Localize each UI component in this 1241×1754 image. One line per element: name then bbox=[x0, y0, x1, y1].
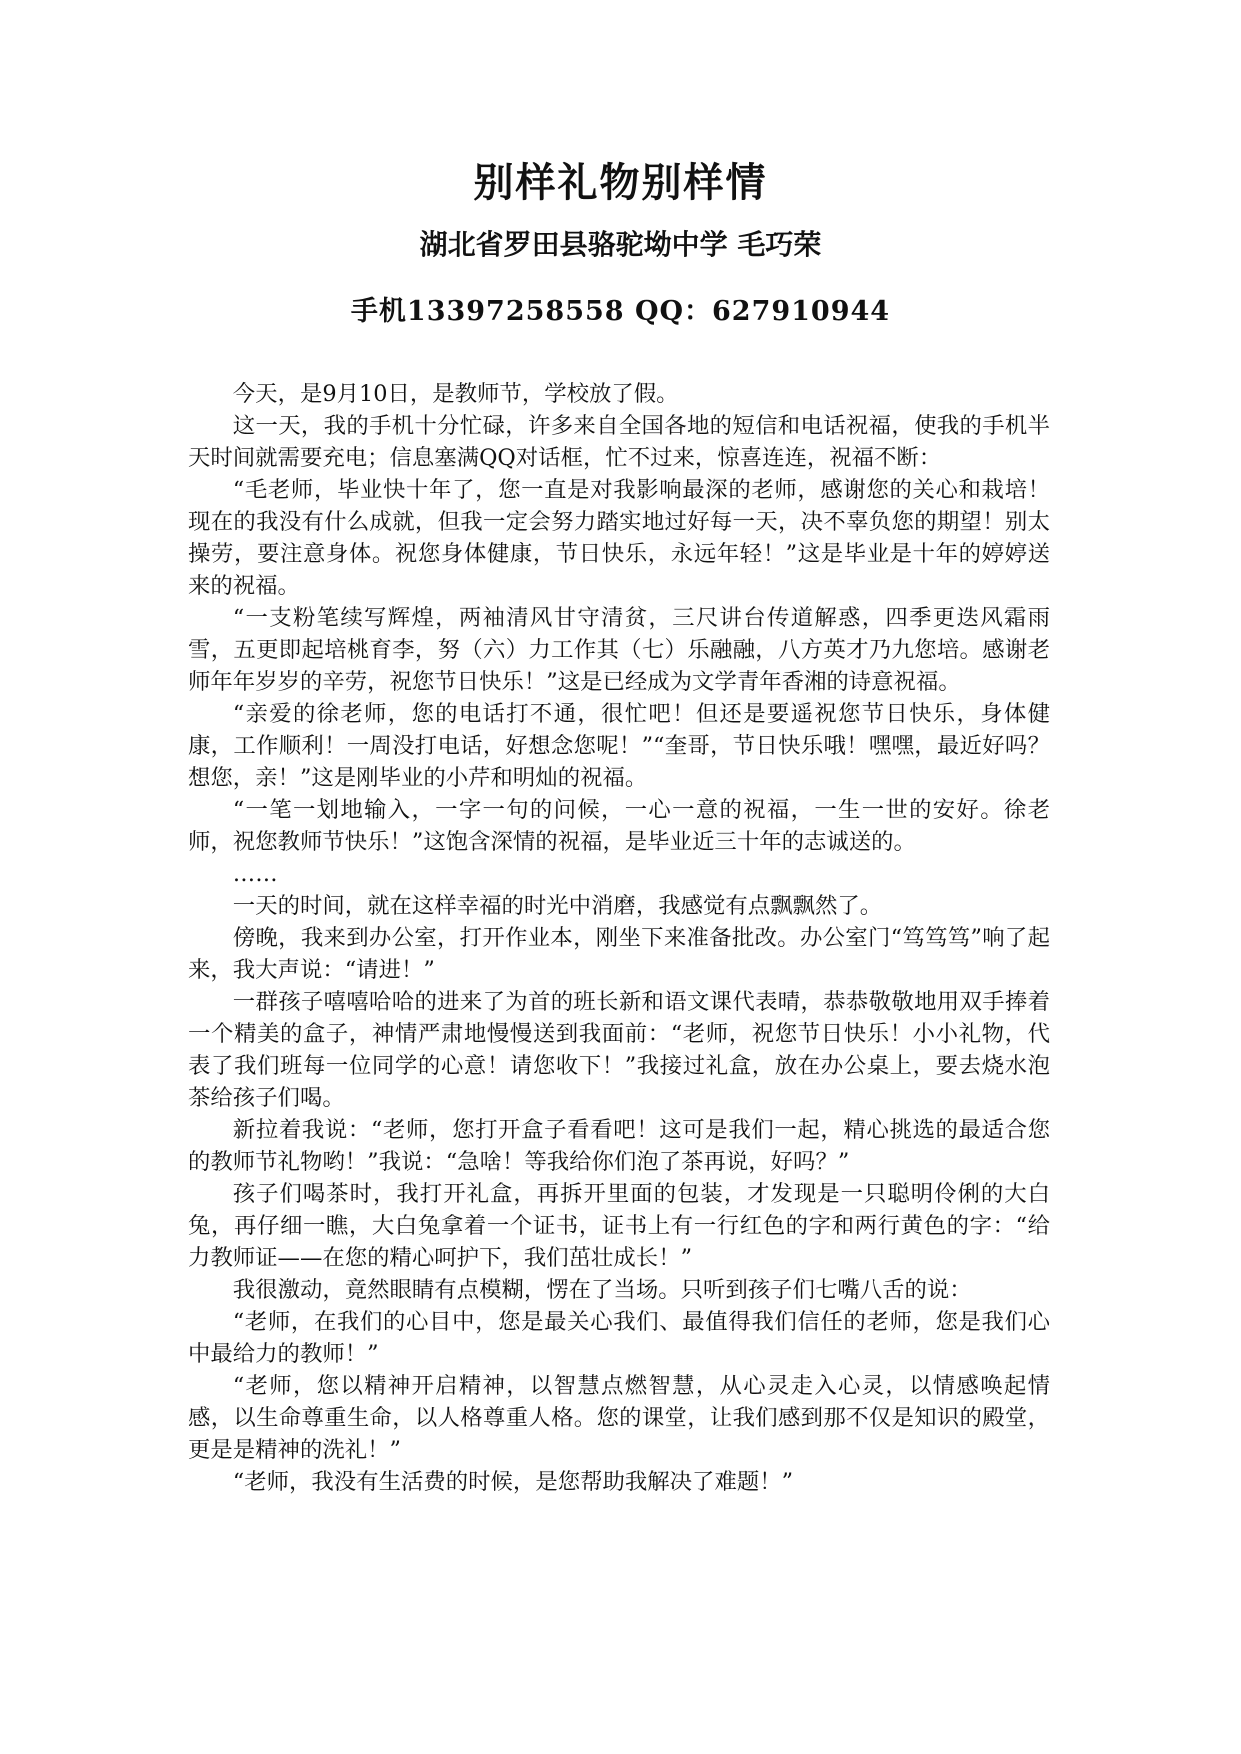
contact-line: 手机13397258558 QQ：627910944 bbox=[350, 296, 891, 327]
paragraph: “一笔一划地输入，一字一句的问候，一心一意的祝福，一生一世的安好。徐老师，祝您教师节快乐！”这饱含深情的祝福，是毕业近三十年的志诚送的。 bbox=[188, 797, 1050, 855]
paragraph: “亲爱的徐老师，您的电话打不通，很忙吧！但还是要遥祝您节日快乐，身体健康，工作顺利！一周没打电话，好想念您呢！”“奎哥，节日快乐哦！嘿嘿，最近好吗？想您，亲！”这是刚毕业的小芹和明灿的祝福。 bbox=[188, 701, 1050, 791]
paragraph: “老师，我没有生活费的时候，是您帮助我解决了难题！” bbox=[232, 1469, 794, 1495]
paragraph: …… bbox=[232, 861, 278, 887]
paragraph: “老师，在我们的心目中，您是最关心我们、最值得我们信任的老师，您是我们心中最给力的教师！” bbox=[188, 1309, 1050, 1367]
paragraph: “毛老师，毕业快十年了，您一直是对我影响最深的老师，感谢您的关心和栽培！现在的我没有什么成就，但我一定会努力踏实地过好每一天，决不辜负您的期望！别太操劳，要注意身体。祝您身体健康，节日快乐，永远年轻！”这是毕业是十年的婷婷送来的祝福。 bbox=[188, 477, 1050, 599]
paragraph: 我很激动，竟然眼睛有点模糊，愣在了当场。只听到孩子们七嘴八舌的说： bbox=[232, 1277, 972, 1303]
article-body bbox=[188, 378, 1050, 1498]
document-title: 别样礼物别样情 bbox=[473, 159, 768, 206]
paragraph: 孩子们喝茶时，我打开礼盒，再拆开里面的包装，才发现是一只聪明伶俐的大白兔，再仔细一瞧，大白兔拿着一个证书，证书上有一行红色的字和两行黄色的字：“给力教师证——在您的精心呵护下，我们茁壮成长！” bbox=[188, 1181, 1050, 1271]
author-line: 湖北省罗田县骆驼坳中学 毛巧荣 bbox=[419, 228, 822, 261]
paragraph: 一天的时间，就在这样幸福的时光中消磨，我感觉有点飘飘然了。 bbox=[232, 893, 883, 919]
paragraph: 一群孩子嘻嘻哈哈的进来了为首的班长新和语文课代表晴，恭恭敬敬地用双手捧着一个精美的盒子，神情严肃地慢慢送到我面前：“老师，祝您节日快乐！小小礼物，代表了我们班每一位同学的心意！请您收下！”我接过礼盒，放在办公桌上，要去烧水泡茶给孩子们喝。 bbox=[188, 989, 1050, 1111]
paragraph: “老师，您以精神开启精神，以智慧点燃智慧，从心灵走入心灵，以情感唤起情感，以生命尊重生命，以人格尊重人格。您的课堂，让我们感到那不仅是知识的殿堂，更是是精神的洗礼！” bbox=[188, 1373, 1050, 1463]
paragraph: 新拉着我说：“老师，您打开盒子看看吧！这可是我们一起，精心挑选的最适合您的教师节礼物哟！”我说：“急啥！等我给你们泡了茶再说，好吗？” bbox=[188, 1117, 1050, 1175]
paragraph: 傍晚，我来到办公室，打开作业本，刚坐下来准备批改。办公室门“笃笃笃”响了起来，我大声说：“请进！” bbox=[188, 925, 1050, 983]
paragraph: 这一天，我的手机十分忙碌，许多来自全国各地的短信和电话祝福，使我的手机半天时间就需要充电；信息塞满QQ对话框，忙不过来，惊喜连连，祝福不断： bbox=[188, 413, 1050, 471]
paragraph: 今天，是9月10日，是教师节，学校放了假。 bbox=[232, 381, 679, 407]
paragraph: “一支粉笔续写辉煌，两袖清风甘守清贫，三尺讲台传道解惑，四季更迭风霜雨雪，五更即起培桃育李，努（六）力工作其（七）乐融融，八方英才乃九您培。感谢老师年年岁岁的辛劳，祝您节日快乐！”这是已经成为文学青年香湘的诗意祝福。 bbox=[188, 605, 1050, 695]
